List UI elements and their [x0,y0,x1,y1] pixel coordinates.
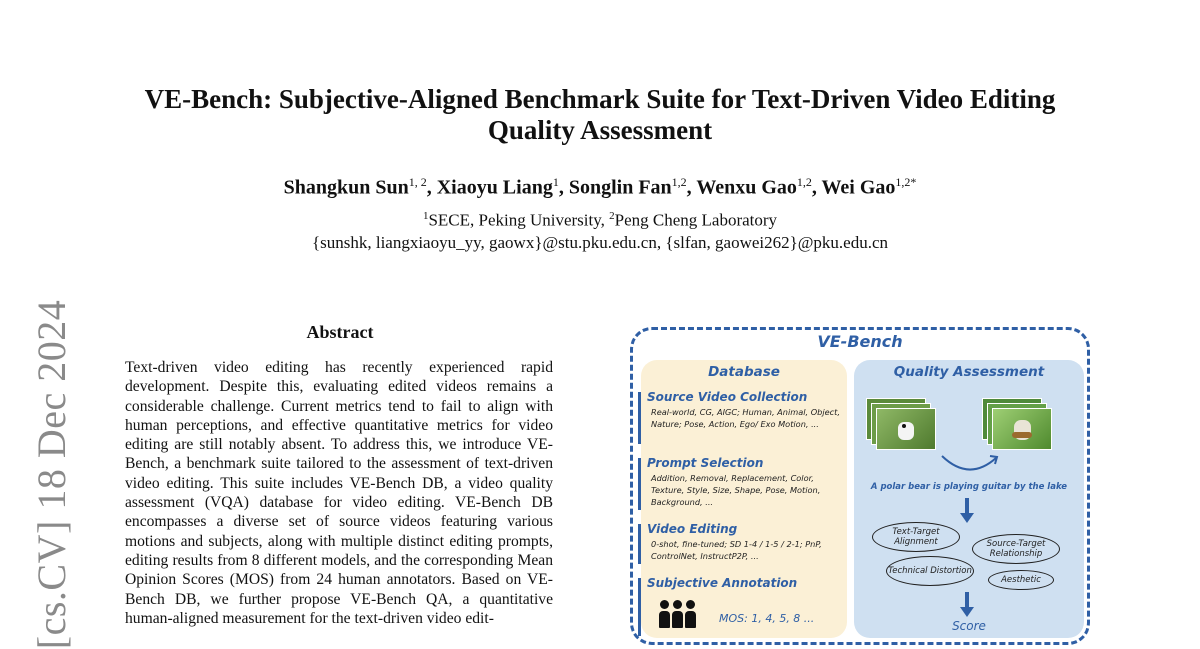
section-body: 0-shot, fine-tuned; SD 1-4 / 1-5 / 2-1; PnP, ControlNet, InstructP2P, ... [651,539,822,561]
paper-title: VE-Bench: Subjective-Aligned Benchmark Suite for Text-Driven Video Editing Quality Assessment [144,84,1056,145]
author-separator: , [558,176,569,199]
section-body: Real-world, CG, AIGC; Human, Animal, Object, Nature; Pose, Action, Ego/ Exo Motion, ... [651,407,840,429]
author-affil-marker: 1,2 [671,175,687,189]
author-name: Xiaoyu Liang [436,176,553,199]
section-video-editing [647,522,845,562]
author-emails: {sunshk, liangxiaoyu_yy, gaowx}@stu.pku.edu.cn, {slfan, gaowei262}@pku.edu.cn [311,233,889,252]
abstract-text: Text-driven video editing has recently experienced rapid development. Despite this, evaluating edited videos remains a considerable challenge. Current metrics tend to fail to align with human perceptions, and effective quantitative metrics for video editing are still notably absent. To address this, we introduce VE-Bench, a benchmark suite tailored to the assessment of text-driven video editing. This suite includes VE-Bench DB, a video quality assessment (VQA) database for video editing. VE-Bench DB encompasses a diverse set of source videos featuring various motions and subjects, along with multiple distinct editing prompts, editing results from 8 different models, and the corresponding Mean Opinion Scores (MOS) from 24 human annotators. Based on VE-Bench DB, we further propose VE-Bench QA, a quantitative human-aligned measurement for the text-driven video edit- [125,359,553,627]
author-name: Wenxu Gao [696,176,797,199]
section-prompt-selection [647,456,845,508]
database-panel-title: Database [708,364,780,380]
author-separator: , [426,176,437,199]
author-affil-marker: 1, 2 [408,175,427,189]
section-subjective-annotation [647,576,845,590]
edit-arrow-icon [934,452,1004,478]
section-source-video [647,390,845,430]
qa-panel-title: Quality Assessment [893,364,1045,380]
section-bar [638,392,641,444]
arxiv-stamp [24,300,80,648]
section-title: Video Editing [647,522,738,536]
criterion-aesthetic: Aesthetic [988,570,1054,590]
author-list [100,175,1100,200]
author-name: Songlin Fan [568,176,672,199]
down-arrow-icon [960,498,974,524]
down-arrow-icon [960,592,974,618]
quality-assessment-panel [854,360,1084,638]
edited-video-frames [982,398,1054,450]
section-bar [638,458,641,510]
author-affil-marker: 1,2 [796,175,812,189]
abstract-heading: Abstract [306,322,374,342]
database-panel [641,360,847,638]
affiliations [100,210,1100,231]
section-title: Subjective Annotation [647,576,798,590]
section-bar [638,524,641,564]
criterion-technical-distortion: Technical Distortion [886,556,974,586]
affil-marker: 2 [609,210,615,222]
mos-scores: MOS: 1, 4, 5, 8 ... [719,612,815,625]
author-name: Shangkun Sun [283,176,409,199]
author-separator: , [811,176,822,199]
section-title: Prompt Selection [647,456,764,470]
figure-title: VE-Bench [817,332,903,351]
affil-marker: 1 [422,210,429,222]
criterion-text-target: Text-Target Alignment [872,522,960,552]
criterion-source-target: Source-Target Relationship [972,534,1060,564]
section-body: Addition, Removal, Replacement, Color, Texture, Style, Size, Shape, Pose, Motion, Background, ... [651,473,821,507]
author-affil-marker: 1 [552,175,559,189]
author-name: Wei Gao [821,176,896,199]
score-label: Score [952,619,986,633]
affiliation-2: Peng Cheng Laboratory [614,210,778,230]
author-separator: , [686,176,697,199]
section-bar [638,578,641,636]
prompt-caption: A polar bear is playing guitar by the lake [870,482,1068,492]
overview-figure [630,327,1090,645]
author-affil-marker: 1,2* [895,175,917,189]
section-title: Source Video Collection [647,390,808,404]
affiliation-1: SECE, Peking University, [428,210,610,230]
arxiv-stamp-text: [cs.CV] 18 Dec 2024 [29,299,75,649]
source-video-frames [866,398,938,450]
annotators-icon [659,600,696,628]
